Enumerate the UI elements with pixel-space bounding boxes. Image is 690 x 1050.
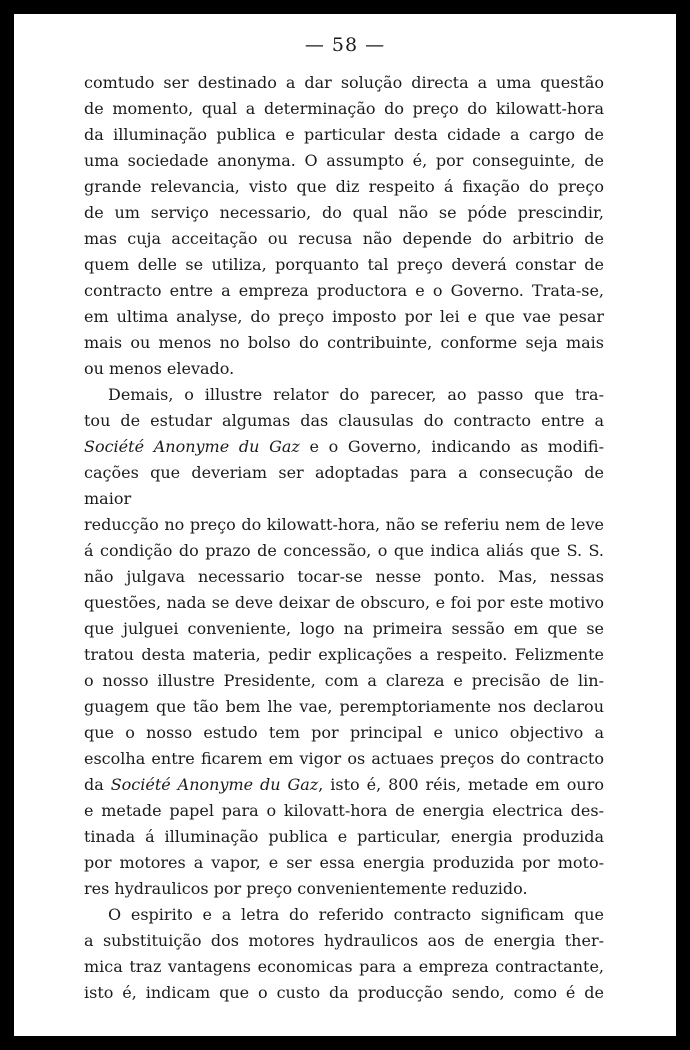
text-line: a substituição dos motores hydraulicos aos de energia ther- [84,931,604,950]
text-line: uma sociedade anonyma. O assumpto é, por conseguinte, de [84,151,604,170]
text-line: contracto entre a empreza productora e o Governo. Trata-se, [84,281,604,300]
text-line: guagem que tão bem lhe vae, peremptoriamente nos declarou [84,697,604,716]
text-line: comtudo ser destinado a dar solução directa a uma questão [84,73,604,92]
text-line: de momento, qual a determinação do preço do kilowatt-hora [84,99,604,118]
text-line: tinada á illuminação publica e particular, energia produzida [84,827,604,846]
paragraph-1 [84,70,604,382]
page-number: — 58 — [304,34,386,56]
text-line: grande relevancia, visto que diz respeito á fixação do preço [84,177,604,196]
text-line: Société Anonyme du Gaz e o Governo, indicando as modifi- [84,437,604,456]
text-line: de um serviço necessario, do qual não se póde prescindir, [84,203,604,222]
text-line: escolha entre ficarem em vigor os actuaes preços do contracto [84,749,604,768]
text-line: isto é, indicam que o custo da producção sendo, como é de [84,983,604,1002]
text-line: mais ou menos no bolso do contribuinte, conforme seja mais [84,333,604,352]
text-line: reducção no preço do kilowatt-hora, não se referiu nem de leve [84,515,604,534]
text-line: que julguei conveniente, logo na primeira sessão em que se [84,619,604,638]
company-name: Société Anonyme du Gaz [84,437,300,456]
company-name: Société Anonyme du Gaz [110,775,319,794]
text-line: por motores a vapor, e ser essa energia produzida por moto- [84,853,604,872]
text-line: tou de estudar algumas das clausulas do contracto entre a [84,411,604,430]
book-page [14,14,676,1036]
body-text [84,70,604,1006]
text-line: da Société Anonyme du Gaz, isto é, 800 réis, metade em ouro [84,775,604,794]
text-line: o nosso illustre Presidente, com a clareza e precisão de lin- [84,671,604,690]
text-line: O espirito e a letra do referido contracto significam que [108,905,604,924]
text-line: da illuminação publica e particular desta cidade a cargo de [84,125,604,144]
paragraph-2 [84,382,604,902]
text-line: quem delle se utiliza, porquanto tal preço deverá constar de [84,255,604,274]
text-line: res hydraulicos por preço convenientemente reduzido. [84,879,528,898]
text-line: que o nosso estudo tem por principal e unico objectivo a [84,723,604,742]
text-line: e metade papel para o kilovatt-hora de energia electrica des- [84,801,604,820]
text-line: cações que deveriam ser adoptadas para a consecução de maior [84,463,604,508]
text-line: á condição do prazo de concessão, o que indica aliás que S. S. [84,541,604,560]
paragraph-3 [84,902,604,1006]
text-line: ou menos elevado. [84,359,235,378]
text-line: mica traz vantagens economicas para a empreza contractante, [84,957,604,976]
text-line: tratou desta materia, pedir explicações a respeito. Felizmente [84,645,604,664]
text-line: em ultima analyse, do preço imposto por lei e que vae pesar [84,307,604,326]
text-line: não julgava necessario tocar-se nesse ponto. Mas, nessas [84,567,604,586]
text-line: mas cuja acceitação ou recusa não depende do arbitrio de [84,229,604,248]
text-line: Demais, o illustre relator do parecer, ao passo que tra- [108,385,604,404]
text-line: questões, nada se deve deixar de obscuro, e foi por este motivo [84,593,604,612]
